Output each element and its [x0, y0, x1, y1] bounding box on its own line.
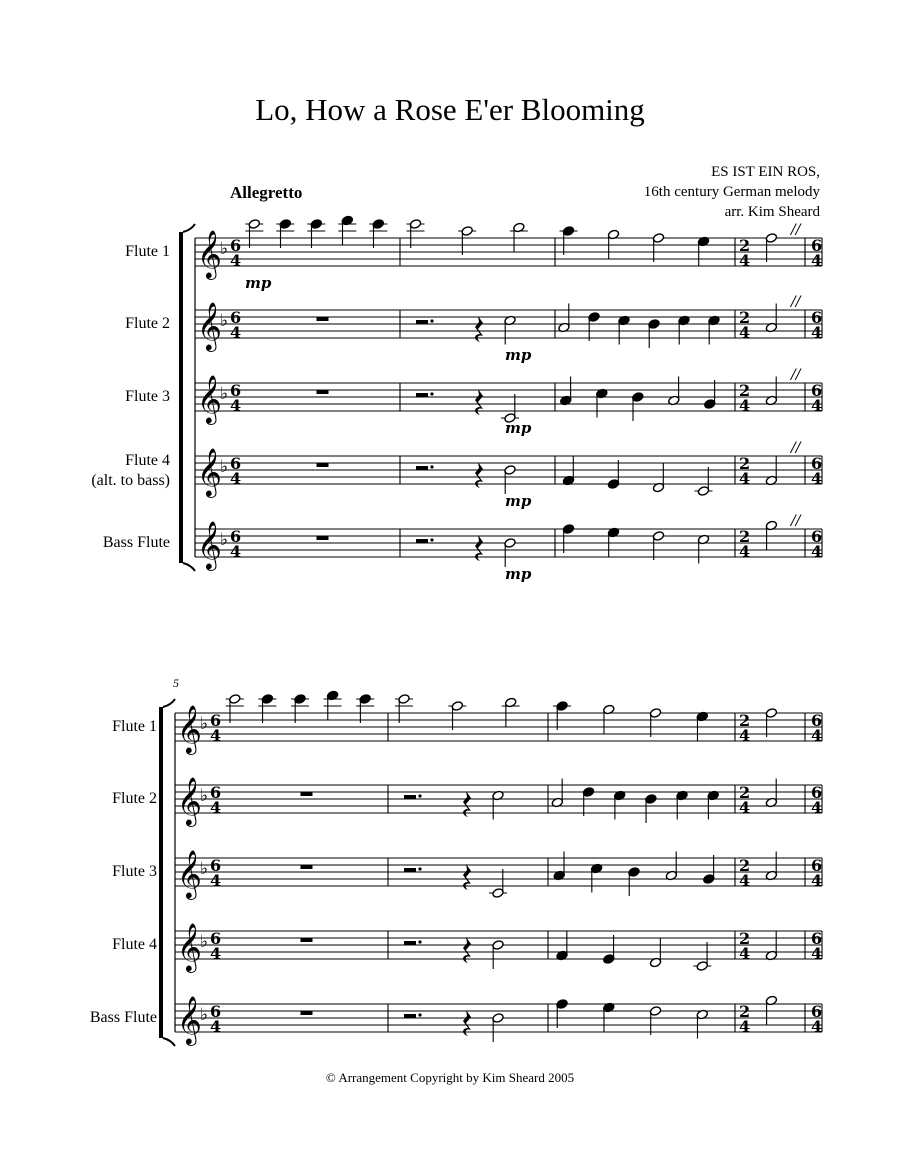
score-title: Lo, How a Rose E'er Blooming	[255, 92, 645, 127]
s2-part-3-whole-rest	[301, 865, 313, 869]
s1-part-3-time-change-top: 2	[739, 381, 751, 400]
s1-part-1-time-sig-top: 6	[230, 236, 242, 255]
s1-part-4-caesura-mark: //	[791, 440, 801, 456]
credit-line-arranger: arr. Kim Sheard	[724, 204, 820, 220]
s1-part-4-time-change-bottom: 4	[811, 469, 823, 488]
s1-part-2-key-flat: ♭	[220, 311, 229, 331]
s1-part-3-time-change-top: 6	[811, 381, 823, 400]
instrument-label-flute-1-s2: Flute 1	[112, 718, 157, 735]
s1-part-4-time-sig-bottom: 4	[230, 469, 242, 488]
s2-part-2-half-rest	[404, 795, 416, 799]
s1-part-1-time-sig-bottom: 4	[230, 251, 242, 270]
s1-part-2-time-sig-bottom: 4	[230, 323, 242, 342]
s2-part-2-time-sig-top: 6	[210, 783, 222, 802]
s1-part-4-whole-rest	[317, 463, 329, 467]
s2-part-5-time-sig-bottom: 4	[210, 1017, 222, 1036]
s2-part-1-time-change-top: 2	[739, 711, 751, 730]
s2-part-4-rest-dot	[418, 940, 421, 943]
s2-system-bracket	[159, 707, 163, 1038]
s2-part-4-half-rest	[404, 941, 416, 945]
s1-part-2-whole-rest	[317, 317, 329, 321]
s2-part-3-time-change-top: 2	[739, 856, 751, 875]
s1-part-4-rest-dot	[430, 465, 433, 468]
s2-part-3-rest-dot	[418, 867, 421, 870]
instrument-label-flute-2: Flute 2	[125, 315, 170, 332]
s2-part-3-time-sig-bottom: 4	[210, 871, 222, 890]
s1-part-3-caesura-mark: //	[791, 367, 801, 383]
s2-part-4-whole-rest	[301, 938, 313, 942]
s1-part-3-time-sig-bottom: 4	[230, 396, 242, 415]
s2-part-3-half-rest	[404, 868, 416, 872]
s2-part-3-time-change-top: 6	[811, 856, 823, 875]
s2-part-4-time-change-top: 6	[811, 929, 823, 948]
s1-part-3-rest-dot	[430, 392, 433, 395]
tempo-marking: Allegretto	[230, 183, 303, 202]
s2-part-3-key-flat: ♭	[200, 859, 209, 879]
s2-part-5-time-change-bottom: 4	[739, 1017, 751, 1036]
s1-part-5-rest-dot	[430, 538, 433, 541]
instrument-label-flute-4-alt: (alt. to bass)	[91, 472, 170, 489]
s1-part-2-time-change-bottom: 4	[739, 323, 751, 342]
s2-part-5-key-flat: ♭	[200, 1005, 209, 1025]
s1-part-3-time-sig-top: 6	[230, 381, 242, 400]
s2-part-2-time-change-bottom: 4	[811, 798, 823, 817]
s1-part-5-whole-rest	[317, 536, 329, 540]
s1-part-2-time-sig-top: 6	[230, 308, 242, 327]
s1-part-4-time-sig-top: 6	[230, 454, 242, 473]
s2-part-1-treble-clef: 𝄞	[177, 704, 202, 753]
s2-part-4-key-flat: ♭	[200, 932, 209, 952]
s2-part-4-time-change-bottom: 4	[811, 944, 823, 963]
instrument-label-flute-4-name: Flute 4	[125, 452, 170, 469]
s2-part-2-rest-dot	[418, 794, 421, 797]
s1-dynamic-part-5: mp	[505, 565, 532, 583]
s1-dynamic-part-3: mp	[505, 419, 532, 437]
s2-part-2-treble-clef: 𝄞	[177, 776, 202, 825]
s2-part-1-key-flat: ♭	[200, 714, 209, 734]
s2-part-2-time-sig-bottom: 4	[210, 798, 222, 817]
s2-part-5-time-change-bottom: 4	[811, 1017, 823, 1036]
s2-part-2-time-change-bottom: 4	[739, 798, 751, 817]
s2-part-5-whole-rest	[301, 1011, 313, 1015]
s2-part-4-time-sig-bottom: 4	[210, 944, 222, 963]
s1-part-1-key-flat: ♭	[220, 239, 229, 259]
s2-part-2-key-flat: ♭	[200, 786, 209, 806]
s1-part-1-treble-clef: 𝄞	[197, 229, 222, 278]
copyright-notice: © Arrangement Copyright by Kim Sheard 2005	[325, 1070, 575, 1085]
s1-part-5-key-flat: ♭	[220, 530, 229, 550]
s2-part-5-half-rest	[404, 1014, 416, 1018]
s1-part-5-time-change-bottom: 4	[739, 542, 751, 561]
s1-part-2-treble-clef: 𝄞	[197, 301, 222, 350]
s1-part-5-caesura-mark: //	[791, 513, 801, 529]
s1-part-2-time-change-top: 6	[811, 308, 823, 327]
s2-part-5-time-change-top: 2	[739, 1002, 751, 1021]
s2-part-1-time-sig-top: 6	[210, 711, 222, 730]
s1-part-2-rest-dot	[430, 319, 433, 322]
s1-part-3-time-change-bottom: 4	[811, 396, 823, 415]
s1-bracket-bottom	[183, 563, 195, 571]
measure-number: 5	[173, 676, 179, 690]
s1-part-4-time-change-top: 2	[739, 454, 751, 473]
s2-bracket-bottom	[163, 1038, 175, 1046]
s1-part-4-time-change-top: 6	[811, 454, 823, 473]
s1-part-2-time-change-bottom: 4	[811, 323, 823, 342]
s2-part-2-whole-rest	[301, 792, 313, 796]
s1-part-5-time-change-top: 6	[811, 527, 823, 546]
s1-part-5-time-change-top: 2	[739, 527, 751, 546]
instrument-label-flute-4-s2: Flute 4	[112, 936, 157, 953]
s1-part-4-key-flat: ♭	[220, 457, 229, 477]
s1-part-3-key-flat: ♭	[220, 384, 229, 404]
s1-bracket-top	[183, 224, 195, 232]
s1-dynamic-flute-1: mp	[245, 274, 272, 292]
s2-part-5-treble-clef: 𝄞	[177, 995, 202, 1044]
s2-part-3-time-sig-top: 6	[210, 856, 222, 875]
s2-part-4-time-change-top: 2	[739, 929, 751, 948]
s1-part-5-treble-clef: 𝄞	[197, 520, 222, 569]
credit-line-origin: 16th century German melody	[643, 184, 820, 200]
s2-part-1-time-change-bottom: 4	[739, 726, 751, 745]
s1-system-bracket	[179, 232, 183, 563]
s1-part-3-whole-rest	[317, 390, 329, 394]
s2-part-3-treble-clef: 𝄞	[177, 849, 202, 898]
s2-part-3-time-change-bottom: 4	[811, 871, 823, 890]
s2-part-4-time-sig-top: 6	[210, 929, 222, 948]
instrument-label-bass-flute-s2: Bass Flute	[89, 1009, 157, 1026]
s2-part-2-time-change-top: 2	[739, 783, 751, 802]
s1-part-1-time-change-bottom: 4	[739, 251, 751, 270]
s1-part-4-time-change-bottom: 4	[739, 469, 751, 488]
s2-part-5-time-sig-top: 6	[210, 1002, 222, 1021]
s2-part-5-time-change-top: 6	[811, 1002, 823, 1021]
s1-dynamic-part-4: mp	[505, 492, 532, 510]
s2-bracket-top	[163, 699, 175, 707]
s1-part-1-time-change-top: 2	[739, 236, 751, 255]
s2-part-5-rest-dot	[418, 1013, 421, 1016]
s1-part-5-time-change-bottom: 4	[811, 542, 823, 561]
s2-part-1-time-change-bottom: 4	[811, 726, 823, 745]
instrument-label-flute-2-s2: Flute 2	[112, 790, 157, 807]
instrument-label-flute-3-s2: Flute 3	[112, 863, 157, 880]
s1-part-1-caesura-mark: //	[791, 222, 801, 238]
s1-part-3-half-rest	[416, 393, 428, 397]
s1-part-2-half-rest	[416, 320, 428, 324]
s1-part-5-time-sig-top: 6	[230, 527, 242, 546]
s2-part-4-time-change-bottom: 4	[739, 944, 751, 963]
instrument-label-bass-flute: Bass Flute	[102, 534, 170, 551]
credit-line-tune: ES IST EIN ROS,	[711, 164, 820, 180]
s1-part-1-time-change-bottom: 4	[811, 251, 823, 270]
s1-part-4-treble-clef: 𝄞	[197, 447, 222, 496]
instrument-label-flute-1: Flute 1	[125, 243, 170, 260]
s2-part-3-time-change-bottom: 4	[739, 871, 751, 890]
instrument-label-flute-3: Flute 3	[125, 388, 170, 405]
s1-part-3-treble-clef: 𝄞	[197, 374, 222, 423]
s2-part-1-time-change-top: 6	[811, 711, 823, 730]
s1-dynamic-part-2: mp	[505, 346, 532, 364]
s2-part-4-treble-clef: 𝄞	[177, 922, 202, 971]
s2-part-1-time-sig-bottom: 4	[210, 726, 222, 745]
s1-part-5-half-rest	[416, 539, 428, 543]
s1-part-4-half-rest	[416, 466, 428, 470]
s1-part-3-time-change-bottom: 4	[739, 396, 751, 415]
s1-part-2-time-change-top: 2	[739, 308, 751, 327]
s1-part-2-caesura-mark: //	[791, 294, 801, 310]
s1-part-5-time-sig-bottom: 4	[230, 542, 242, 561]
s2-part-2-time-change-top: 6	[811, 783, 823, 802]
s1-part-1-time-change-top: 6	[811, 236, 823, 255]
